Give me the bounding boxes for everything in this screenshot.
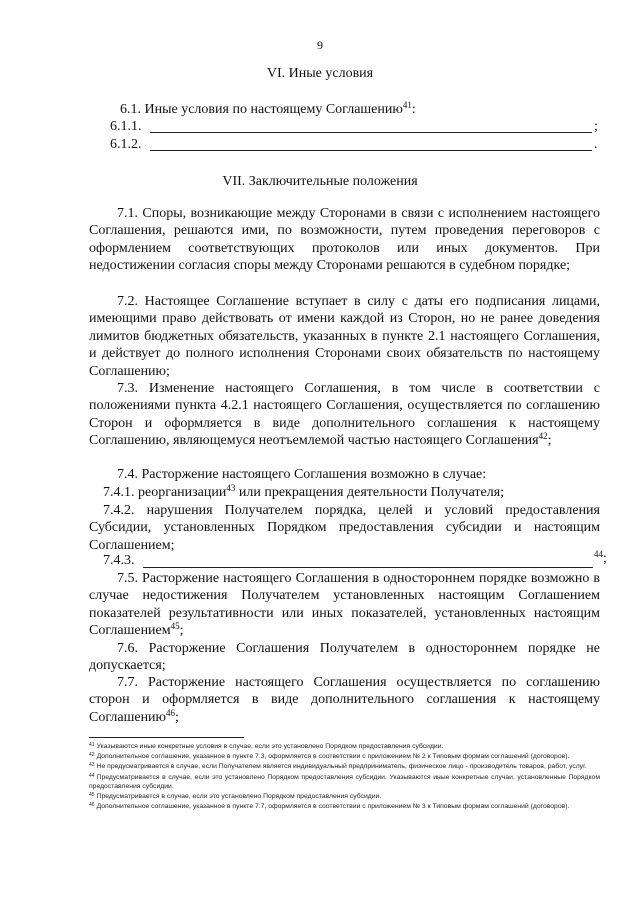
footnote-text: Дополнительное соглашение, указанное в пункте 7.7, оформляется в соответствии с приложением № 3 к Типовым формам соглашений (договоров). xyxy=(96,803,570,811)
clause-7-5 xyxy=(89,570,600,640)
footnote-number: 42 xyxy=(89,752,95,759)
footnote-ref: 46 xyxy=(166,707,176,718)
clause-7-4-2: 7.4.2. нарушения Получателем порядка, целей и условий предоставления Субсидии, установленных Порядком предоставления субсидии и настоящим Соглашением; xyxy=(89,503,600,553)
footnote-ref: 41 xyxy=(402,100,412,110)
footnote-number: 44 xyxy=(89,772,95,779)
footnote-number: 45 xyxy=(89,792,95,799)
clause-6-1-2-label: 6.1.2. xyxy=(110,137,142,152)
clause-7-4-1 xyxy=(89,484,600,501)
blank-line xyxy=(150,132,592,133)
footnote-number: 46 xyxy=(89,802,95,809)
footnote-text: Предусматривается в случае, если это установлено Порядком предоставления субсидии. Указываются иные конкретные случаи, установленные Порядком предоставления субсидии. xyxy=(89,773,600,790)
clause-6-1-text: 6.1. Иные условия по настоящему Соглашению xyxy=(120,102,403,117)
footnotes xyxy=(89,741,600,811)
clause-7-4-1-text: 7.4.1. реорганизации xyxy=(103,485,227,500)
footnote-ref: 43 xyxy=(226,483,236,493)
footnote-ref: 44 xyxy=(594,549,603,559)
footnote-41 xyxy=(89,741,600,751)
clause-6-1: 6.1. Иные условия по настоящему Соглашению$^{41}$: xyxy=(120,100,416,117)
clause-end-mark: ; xyxy=(179,623,184,639)
footnote-separator xyxy=(89,737,244,738)
clause-end-mark: ; xyxy=(594,119,598,134)
footnote-ref: 42 xyxy=(538,431,548,442)
footnote-45 xyxy=(89,791,600,801)
clause-7-7-text: 7.7. Расторжение настоящего Соглашения осуществляется по соглашению сторон и оформляется в виде дополнительного соглашения к настоящему Соглашению xyxy=(89,675,600,725)
clause-7-4: 7.4. Расторжение настоящего Соглашения возможно в случае: xyxy=(117,467,487,482)
clause-7-3-text: 7.3. Изменение настоящего Соглашения, в том числе в соответствии с положениями пункта 4.2.1 настоящего Соглашения, осуществляется по соглашению Сторон и оформляется в виде дополнительного соглашения к настоящему Соглашению, являющемуся неотъемлемой частью настоящего Соглашения xyxy=(89,381,600,449)
footnote-44 xyxy=(89,772,600,791)
clause-7-4-3-end xyxy=(594,550,607,568)
section-7-title: VII. Заключительные положения xyxy=(222,174,418,189)
footnote-ref: 45 xyxy=(170,621,180,632)
clause-7-3 xyxy=(89,380,600,450)
footnote-number: 43 xyxy=(89,762,95,769)
footnote-42 xyxy=(89,751,600,761)
clause-6-1-1-label: 6.1.1. xyxy=(110,119,142,134)
footnote-text: Не предусматривается в случае, если Получателем является индивидуальный предприниматель, физическое лицо - производитель товаров, работ, услуг. xyxy=(96,763,587,771)
section-6-title: VI. Иные условия xyxy=(266,66,374,81)
footnote-43 xyxy=(89,761,600,771)
clause-7-6: 7.6. Расторжение Соглашения Получателем в одностороннем порядке не допускается; xyxy=(89,641,600,674)
clause-7-4-3-label: 7.4.3. xyxy=(103,553,135,568)
clause-7-1: 7.1. Споры, возникающие между Сторонами в связи с исполнением настоящего Соглашения, решаются ими, по возможности, путем проведения переговоров с оформлением соответствующих протоколов или иных документов. При недостижении согласия споры между Сторонами решаются в судебном порядке; xyxy=(89,206,600,274)
blank-line xyxy=(150,150,592,151)
clause-end-mark: ; xyxy=(175,709,179,725)
clause-end-mark: ; xyxy=(547,433,552,449)
clause-7-7 xyxy=(89,674,600,726)
clause-7-5-text: 7.5. Расторжение настоящего Соглашения в одностороннем порядке возможно в случае недостижения Получателем установленных настоящим Соглашением показателей результативности или иных показателей, установленных настоящим Соглашением xyxy=(89,571,600,639)
footnote-46 xyxy=(89,801,600,811)
clause-7-2: 7.2. Настоящее Соглашение вступает в силу с даты его подписания лицами, имеющими право действовать от имени каждой из Сторон, но не ранее доведения лимитов бюджетных обязательств, указанных в пункте 2.1 настоящего Соглашения, и действует до полного исполнения Сторонами своих обязательств по настоящему Соглашению; xyxy=(89,294,600,379)
clause-end-mark: . xyxy=(594,137,598,152)
page-number: 9 xyxy=(317,38,323,52)
clause-end-mark: ; xyxy=(603,551,607,566)
clause-7-4-1-tail: или прекращения деятельности Получателя; xyxy=(235,485,505,500)
footnote-text: Дополнительное соглашение, указанное в пункте 7.3, оформляется в соответствии с приложением № 2 к Типовым формам соглашений (договоров). xyxy=(96,753,570,761)
footnote-text: Предусматривается в случае, если это установлено Порядком предоставления субсидии. xyxy=(96,793,382,801)
blank-line xyxy=(143,567,593,568)
footnote-text: Указываются иные конкретные условия в случае, если это установлено Порядком предоставления субсидии. xyxy=(96,743,444,750)
footnote-number: 41 xyxy=(89,742,95,748)
